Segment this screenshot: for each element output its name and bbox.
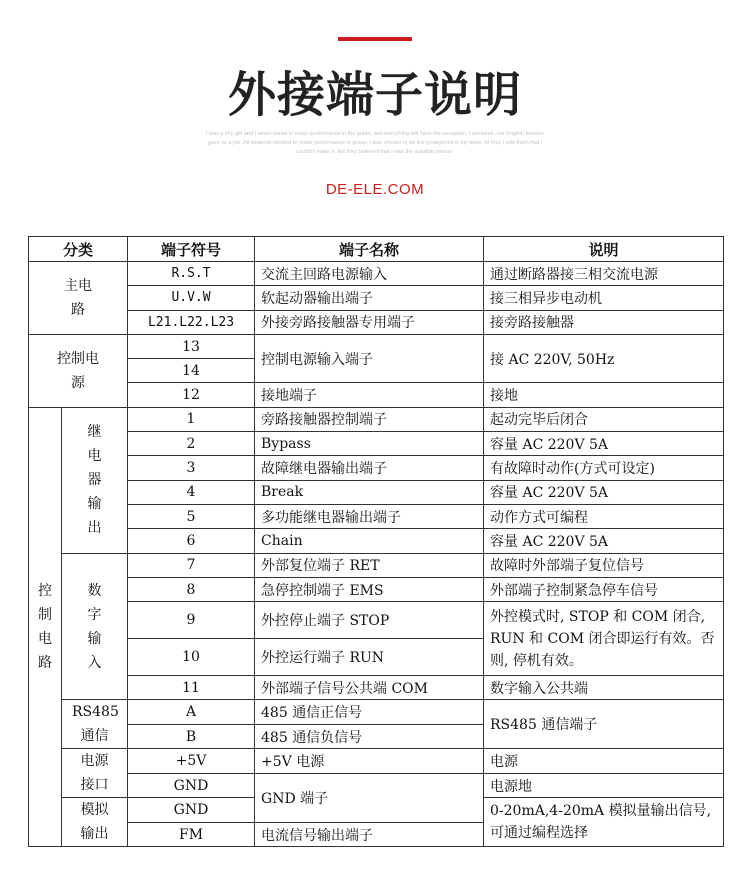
cell-desc: 接旁路接触器 [484, 310, 724, 334]
table-row [29, 602, 724, 639]
cell-symbol: 1 [128, 407, 255, 431]
cell-desc: 容量 AC 220V 5A [484, 432, 724, 456]
cell-symbol: 3 [128, 456, 255, 480]
header-desc: 说明 [484, 237, 724, 262]
cell-symbol: 5 [128, 504, 255, 528]
cell-desc: 数字输入公共端 [484, 676, 724, 700]
cell-desc: 通过断路器接三相交流电源 [484, 262, 724, 286]
cell-desc: 有故障时动作(方式可设定) [484, 456, 724, 480]
cell-symbol: L21.L22.L23 [128, 310, 255, 334]
cell-name-gnd: GND 端子 [255, 773, 484, 822]
cell-name: 故障继电器输出端子 [255, 456, 484, 480]
cell-symbol: GND [128, 798, 255, 823]
category-main-circuit: 主电路 [29, 262, 128, 335]
cell-name: 多功能继电器输出端子 [255, 504, 484, 528]
brand-label: DE-ELE.COM [325, 181, 425, 198]
table-row [29, 529, 724, 553]
header-symbol: 端子符号 [128, 237, 255, 262]
cell-symbol: 6 [128, 529, 255, 553]
title-accent-bar [338, 37, 412, 41]
table-row [29, 456, 724, 480]
cell-symbol: +5V [128, 749, 255, 773]
table-row [29, 262, 724, 286]
cell-symbol: 14 [128, 359, 255, 383]
cell-symbol: 7 [128, 553, 255, 577]
cell-desc: 接三相异步电动机 [484, 286, 724, 310]
table-row [29, 553, 724, 577]
cell-symbol: A [128, 700, 255, 725]
cell-name: 外部端子信号公共端 COM [255, 676, 484, 700]
cell-name: 485 通信负信号 [255, 724, 484, 749]
category-control-power: 控制电源 [29, 334, 128, 407]
category-control-circuit: 控制电路 [29, 407, 62, 847]
cell-symbol: 8 [128, 577, 255, 601]
subcategory-digital-input: 数字输入 [62, 553, 128, 700]
subcategory-analog-output: 模拟输出 [62, 798, 128, 847]
table-row [29, 676, 724, 700]
cell-name: 急停控制端子 EMS [255, 577, 484, 601]
page-title: 外接端子说明 [227, 67, 522, 123]
cell-desc: 外部端子控制紧急停车信号 [484, 577, 724, 601]
table-row [29, 334, 724, 358]
cell-symbol: 2 [128, 432, 255, 456]
cell-symbol: R.S.T [128, 262, 255, 286]
cell-desc-merged: 外控模式时, STOP 和 COM 闭合, RUN 和 COM 闭合即运行有效。否则, 停机有效。 [484, 602, 724, 676]
cell-name: 外接旁路接触器专用端子 [255, 310, 484, 334]
table-row [29, 773, 724, 798]
table-row [29, 286, 724, 310]
table-row [29, 407, 724, 431]
cell-symbol: 9 [128, 602, 255, 639]
table-header-row [29, 237, 724, 262]
cell-name: 外部复位端子 RET [255, 553, 484, 577]
table-row [29, 700, 724, 725]
cell-desc: 接 AC 220V, 50Hz [484, 334, 724, 383]
cell-name: Bypass [255, 432, 484, 456]
cell-desc: RS485 通信端子 [484, 700, 724, 749]
cell-symbol: 12 [128, 383, 255, 407]
subcategory-rs485: RS485通信 [62, 700, 128, 749]
cell-name: Chain [255, 529, 484, 553]
cell-name: 外控停止端子 STOP [255, 602, 484, 639]
cell-desc: 故障时外部端子复位信号 [484, 553, 724, 577]
cell-name: 软起动器输出端子 [255, 286, 484, 310]
cell-desc: 动作方式可编程 [484, 504, 724, 528]
cell-symbol: U.V.W [128, 286, 255, 310]
cell-name: 旁路接触器控制端子 [255, 407, 484, 431]
cell-desc: 电源地 [484, 773, 724, 798]
cell-name: 交流主回路电源输入 [255, 262, 484, 286]
terminal-spec-table [28, 236, 724, 847]
cell-desc: 0-20mA,4-20mA 模拟量输出信号,可通过编程选择 [484, 798, 724, 847]
subcategory-relay-output: 继电器输出 [62, 407, 128, 553]
cell-symbol: 4 [128, 480, 255, 504]
cell-name: 控制电源输入端子 [255, 334, 484, 383]
cell-name: 485 通信正信号 [255, 700, 484, 725]
cell-name: 电流信号输出端子 [255, 822, 484, 847]
table-row [29, 480, 724, 504]
table-row [29, 504, 724, 528]
cell-symbol: 13 [128, 334, 255, 358]
cell-desc: 接地 [484, 383, 724, 407]
cell-name: 接地端子 [255, 383, 484, 407]
cell-desc: 电源 [484, 749, 724, 773]
cell-symbol: GND [128, 773, 255, 798]
table-row [29, 577, 724, 601]
cell-name: Break [255, 480, 484, 504]
table-row [29, 749, 724, 773]
cell-name: +5V 电源 [255, 749, 484, 773]
cell-symbol: FM [128, 822, 255, 847]
subcategory-power-interface: 电源接口 [62, 749, 128, 798]
table-row [29, 432, 724, 456]
table-row [29, 310, 724, 334]
cell-desc: 容量 AC 220V 5A [484, 529, 724, 553]
decorative-fine-print: I was a shy girl and I never dared to make performance in the public, but everything will have the exception. Last week, our English teacher gave us a job. All students needed to make performance in group. I was chosen to be the protagonist in my team. At first, I told them that I couldn't make it, but they believed that I was the suitable person. [205, 131, 545, 155]
cell-symbol: 10 [128, 639, 255, 676]
cell-symbol: B [128, 724, 255, 749]
cell-desc: 起动完毕后闭合 [484, 407, 724, 431]
header-name: 端子名称 [255, 237, 484, 262]
cell-symbol: 11 [128, 676, 255, 700]
cell-desc: 容量 AC 220V 5A [484, 480, 724, 504]
cell-name: 外控运行端子 RUN [255, 639, 484, 676]
header-category: 分类 [29, 237, 128, 262]
table-row [29, 383, 724, 407]
